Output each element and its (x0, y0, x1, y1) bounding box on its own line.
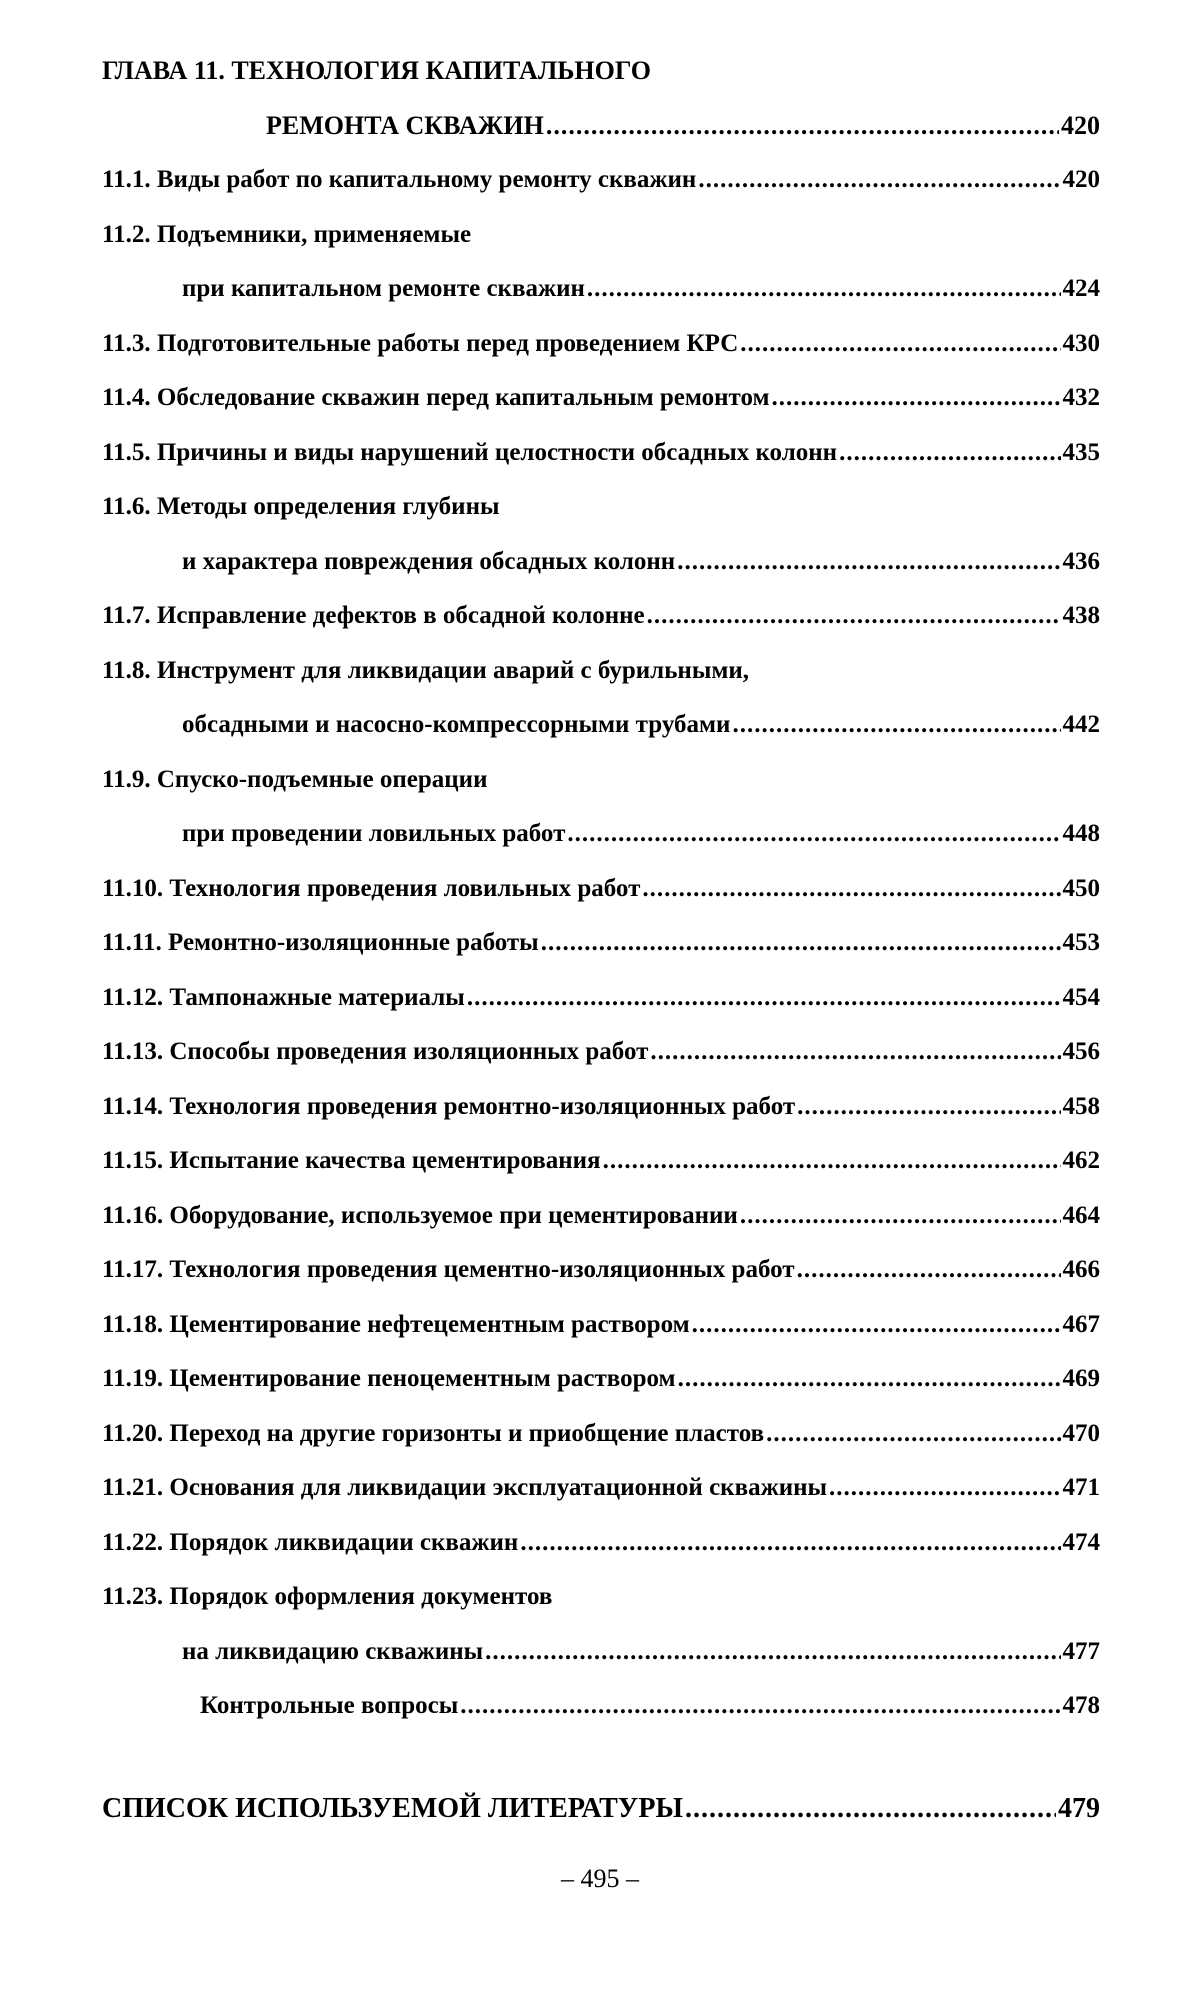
chapter-title-text: ГЛАВА 11. ТЕХНОЛОГИЯ КАПИТАЛЬНОГО (102, 56, 651, 85)
toc-entry-line[interactable] (102, 807, 1100, 862)
dot-leader (839, 426, 1060, 481)
toc-entry-line[interactable] (102, 1570, 1100, 1625)
section-number: 11.8. (102, 656, 151, 684)
toc-entry-line[interactable] (102, 698, 1100, 753)
section-number: 11.21. (102, 1474, 164, 1501)
toc-entry-line[interactable] (102, 480, 1100, 535)
toc-entry-line[interactable] (102, 862, 1100, 917)
section-title: Ремонтно-изоляционные работы (168, 929, 539, 956)
toc-entry-line[interactable] (102, 971, 1100, 1026)
toc-entry-line[interactable] (102, 589, 1100, 644)
dot-leader (829, 1461, 1060, 1516)
dot-leader (541, 916, 1061, 971)
section-number: 11.15. (102, 1147, 164, 1174)
section-title: при капитальном ремонте скважин (182, 275, 585, 302)
page-number: 453 (1062, 929, 1100, 956)
toc-entry-line[interactable] (102, 753, 1100, 808)
dot-leader (772, 371, 1061, 426)
bibliography-title: СПИСОК ИСПОЛЬЗУЕМОЙ ЛИТЕРАТУРЫ (102, 1792, 683, 1824)
section-number: 11.4. (102, 384, 151, 411)
page-number: 456 (1062, 1038, 1100, 1065)
page-number: 454 (1062, 983, 1100, 1011)
toc-entry-line[interactable] (102, 535, 1100, 590)
dot-leader (677, 535, 1060, 590)
page-number: 474 (1062, 1528, 1100, 1556)
page-number: 470 (1062, 1419, 1100, 1447)
section-title: Подъемники, применяемые (156, 220, 472, 248)
page-number: 466 (1062, 1256, 1100, 1283)
toc-entry-line[interactable] (102, 1189, 1100, 1244)
page-number: 432 (1062, 384, 1100, 411)
dot-leader (740, 1189, 1061, 1244)
section-title: Испытание качества цементирования (169, 1147, 601, 1174)
toc-entry-line[interactable] (102, 1407, 1100, 1462)
toc-entries (102, 153, 1100, 1734)
section-number: 11.20. (102, 1419, 164, 1447)
section-title: Переход на другие горизонты и приобщение пластов (169, 1419, 765, 1447)
section-number: 11.12. (102, 983, 164, 1011)
toc-entry-line[interactable] (102, 208, 1100, 263)
section-title: Оборудование, используемое при цементировании (169, 1201, 738, 1229)
dot-leader (732, 698, 1060, 753)
section-number: 11.17. (102, 1256, 164, 1283)
page-number: 462 (1062, 1147, 1100, 1174)
section-title: Технология проведения ловильных работ (169, 874, 641, 902)
section-title: Цементирование пеноцементным раствором (169, 1365, 676, 1392)
page-number: 442 (1062, 711, 1100, 738)
toc-entry-line[interactable] (102, 1298, 1100, 1353)
dot-leader (650, 1025, 1060, 1080)
section-title: Тампонажные материалы (169, 983, 465, 1011)
table-of-contents (102, 44, 1100, 1836)
dot-leader (587, 262, 1061, 317)
chapter-title-text-cont: РЕМОНТА СКВАЖИН (266, 110, 544, 140)
toc-entry-line[interactable] (102, 1461, 1100, 1516)
section-title: Обследование скважин перед капитальным ремонтом (156, 384, 770, 411)
section-title: Технология проведения цементно-изоляционных работ (169, 1256, 795, 1283)
section-title: Основания для ликвидации эксплуатационной скважины (169, 1474, 828, 1501)
section-number: 11.1. (102, 166, 151, 193)
page-footer-number: – 495 – (561, 1864, 639, 1893)
dot-leader (603, 1134, 1061, 1189)
section-number: 11.2. (102, 220, 151, 248)
spacer (102, 1734, 1100, 1782)
dot-leader (485, 1625, 1060, 1680)
toc-entry-line[interactable] (102, 262, 1100, 317)
toc-entry-line[interactable] (102, 1025, 1100, 1080)
dot-leader (520, 1516, 1060, 1571)
section-number: 11.14. (102, 1092, 164, 1120)
toc-entry-line[interactable] (102, 1080, 1100, 1135)
dot-leader (766, 1407, 1060, 1462)
page-number: 467 (1062, 1310, 1100, 1338)
dot-leader (698, 153, 1060, 208)
section-title: Инструмент для ликвидации аварий с бурильными, (156, 656, 750, 684)
section-title: Цементирование нефтецементным раствором (169, 1310, 690, 1338)
dot-leader (797, 1080, 1060, 1135)
section-title: на ликвидацию скважины (182, 1637, 484, 1665)
dot-leader (460, 1679, 1060, 1734)
toc-entry-line[interactable] (102, 916, 1100, 971)
dot-leader (685, 1782, 1056, 1837)
page-number: 438 (1062, 602, 1100, 629)
section-number: 11.18. (102, 1310, 164, 1338)
section-title: Причины и виды нарушений целостности обсадных колонн (156, 438, 838, 466)
section-number: 11.6. (102, 493, 151, 520)
section-number: 11.11. (102, 929, 162, 956)
section-title: Порядок ликвидации скважин (169, 1528, 519, 1556)
toc-entry-line[interactable] (102, 644, 1100, 699)
toc-entry-line[interactable] (102, 1679, 1100, 1734)
toc-entry-line[interactable] (102, 371, 1100, 426)
bibliography-entry[interactable] (102, 1782, 1100, 1837)
section-title: Исправление дефектов в обсадной колонне (156, 602, 645, 629)
page-number: 448 (1062, 820, 1100, 847)
toc-entry-line[interactable] (102, 317, 1100, 372)
section-number: 11.16. (102, 1201, 164, 1229)
section-title: Контрольные вопросы (200, 1692, 459, 1719)
section-number: 11.10. (102, 874, 164, 902)
section-title: Подготовительные работы перед проведением КРС (156, 329, 739, 357)
toc-entry-line[interactable] (102, 1352, 1100, 1407)
bibliography-page-number: 479 (1058, 1792, 1100, 1824)
section-number: 11.3. (102, 329, 151, 357)
dot-leader (467, 971, 1061, 1026)
dot-leader (692, 1298, 1061, 1353)
dot-leader (647, 589, 1061, 644)
section-number: 11.7. (102, 602, 151, 629)
section-number: 11.13. (102, 1038, 164, 1065)
toc-entry-line[interactable] (102, 1516, 1100, 1571)
page-number: 478 (1062, 1692, 1100, 1719)
section-title: Методы определения глубины (156, 493, 500, 520)
dot-leader (546, 99, 1059, 154)
page-number: 436 (1062, 547, 1100, 575)
dot-leader (678, 1352, 1061, 1407)
toc-entry-line[interactable] (102, 153, 1100, 208)
page-number: 430 (1062, 329, 1100, 357)
section-title: Порядок оформления документов (169, 1583, 553, 1610)
dot-leader (567, 807, 1060, 862)
chapter-title-line2 (102, 99, 1100, 154)
chapter-page-number: 420 (1061, 110, 1100, 140)
chapter-title-line1 (102, 44, 1100, 99)
section-number: 11.5. (102, 438, 151, 466)
section-number: 11.23. (102, 1583, 164, 1610)
dot-leader (797, 1243, 1061, 1298)
section-title: обсадными и насосно-компрессорными трубами (182, 711, 731, 738)
section-number: 11.9. (102, 765, 151, 793)
toc-entry-line[interactable] (102, 426, 1100, 481)
section-title: Виды работ по капитальному ремонту скважин (156, 166, 697, 193)
page-number: 471 (1062, 1474, 1100, 1501)
toc-entry-line[interactable] (102, 1134, 1100, 1189)
page-number: 424 (1062, 275, 1100, 302)
page-number: 469 (1062, 1365, 1100, 1392)
section-title: Технология проведения ремонтно-изоляционных работ (169, 1092, 796, 1120)
toc-entry-line[interactable] (102, 1243, 1100, 1298)
page-number: 435 (1062, 438, 1100, 466)
section-number: 11.19. (102, 1365, 164, 1392)
page-number: 464 (1062, 1201, 1100, 1229)
dot-leader (740, 317, 1060, 372)
section-title: Способы проведения изоляционных работ (169, 1038, 649, 1065)
section-number: 11.22. (102, 1528, 164, 1556)
dot-leader (642, 862, 1060, 917)
page-number: 477 (1062, 1637, 1100, 1665)
section-title: и характера повреждения обсадных колонн (182, 547, 676, 575)
section-title: при проведении ловильных работ (182, 820, 566, 847)
toc-entry-line[interactable] (102, 1625, 1100, 1680)
page-number: 450 (1062, 874, 1100, 902)
section-title: Спуско-подъемные операции (156, 765, 488, 793)
page-number: 420 (1062, 166, 1100, 193)
page-number: 458 (1062, 1092, 1100, 1120)
